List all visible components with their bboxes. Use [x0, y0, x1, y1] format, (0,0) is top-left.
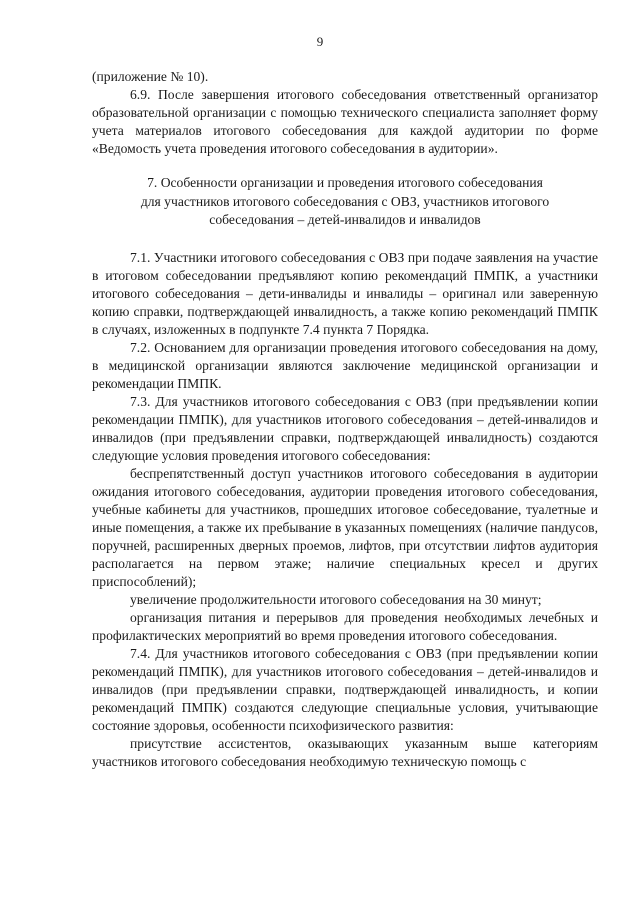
paragraph-7-4: 7.4. Для участников итогового собеседования с ОВЗ (при предъявлении копии рекомендаций ПМПК), для участников итогового собеседования – детей-инвалидов и инвалидов (при предъявлении справки, подтверждающей инвалидность, и копии рекомендаций ПМПК) создаются следующие специальные условия, учитывающие состояние здоровья, особенности психофизического развития:: [92, 645, 598, 733]
paragraph-7-3-duration: увеличение продолжительности итогового собеседования на 30 минут;: [130, 591, 542, 607]
paragraph-appendix-reference: (приложение № 10).: [92, 69, 209, 84]
paragraph-6-9: 6.9. После завершения итогового собеседования ответственный организатор образовательной организации с помощью технического специалиста заполняет форму учета материалов итогового собеседования для каждой аудитории по форме «Ведомость учета проведения итогового собеседования в аудитории».: [92, 87, 598, 156]
paragraph-7-3-meals: организация питания и перерывов для проведения необходимых лечебных и профилактических мероприятий во время проведения итогового собеседования.: [92, 609, 598, 643]
section-heading-line-2: для участников итогового собеседования с ОВЗ, участников итогового: [140, 193, 550, 209]
paragraph-7-2: 7.2. Основанием для организации проведения итогового собеседования на дому, в медицинской организации являются заключение медицинской организации и рекомендации ПМПК.: [92, 339, 598, 391]
section-heading-line-1: 7. Особенности организации и проведения итогового собеседования: [147, 175, 543, 190]
section-heading: [92, 174, 598, 230]
page-number: 9: [316, 34, 324, 49]
document-body: [92, 68, 598, 771]
paragraph-7-3: 7.3. Для участников итогового собеседования с ОВЗ (при предъявлении копии рекомендации ПМПК), для участников итогового собеседования – детей-инвалидов и инвалидов (при предъявлении справки, подтверждающей инвалидность) создаются следующие условия проведения итогового собеседования:: [92, 393, 598, 463]
paragraph-7-1: 7.1. Участники итогового собеседования с ОВЗ при подаче заявления на участие в итоговом собеседовании предъявляют копию рекомендаций ПМПК, а участники итогового собеседования – дети-инвалиды и инвалиды – оригинал или заверенную копию справки, подтверждающей инвалидность, а также копию рекомендаций ПМПК в случаях, изложенных в подпункте 7.4 пункта 7 Порядка.: [92, 249, 598, 337]
paragraph-7-3-access: беспрепятственный доступ участников итогового собеседования в аудитории ожидания итогового собеседования, аудитории проведения итогового собеседования, учебные кабинеты для участников, прошедших итоговое собеседование, туалетные и иные помещения, а также их пребывание в указанных помещениях (наличие пандусов, поручней, расширенных дверных проемов, лифтов, при отсутствии лифтов аудитория располагается на первом этаже; наличие специальных кресел и других приспособлений);: [92, 465, 598, 589]
section-heading-line-3: собеседования – детей-инвалидов и инвалидов: [209, 212, 481, 227]
paragraph-7-4-assistants: присутствие ассистентов, оказывающих указанным выше категориям участников итогового собеседования необходимую техническую помощь с: [92, 735, 598, 769]
